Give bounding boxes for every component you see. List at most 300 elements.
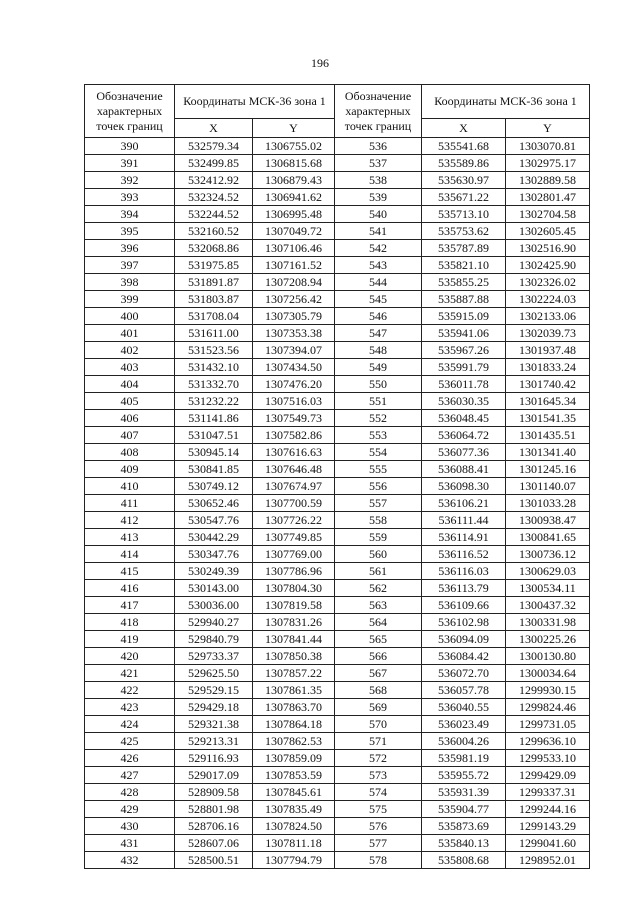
table-row (85, 648, 590, 665)
cell-point-right: 571 (335, 733, 422, 750)
cell-point-left: 420 (85, 648, 175, 665)
cell-point-right: 540 (335, 206, 422, 223)
cell-x-right: 535931.39 (422, 784, 506, 801)
cell-y-left: 1306815.68 (253, 155, 335, 172)
cell-y-left: 1307353.38 (253, 325, 335, 342)
cell-x-left: 531047.51 (175, 427, 253, 444)
cell-y-left: 1307476.20 (253, 376, 335, 393)
cell-x-right: 536040.55 (422, 699, 506, 716)
table-row (85, 189, 590, 206)
cell-y-left: 1307516.03 (253, 393, 335, 410)
cell-point-right: 550 (335, 376, 422, 393)
cell-y-right: 1301140.07 (506, 478, 590, 495)
cell-x-left: 530442.29 (175, 529, 253, 546)
cell-y-left: 1307819.58 (253, 597, 335, 614)
cell-y-right: 1300225.26 (506, 631, 590, 648)
table-row (85, 682, 590, 699)
cell-point-right: 539 (335, 189, 422, 206)
cell-point-left: 430 (85, 818, 175, 835)
cell-point-right: 556 (335, 478, 422, 495)
cell-x-left: 528607.06 (175, 835, 253, 852)
cell-point-right: 566 (335, 648, 422, 665)
table-row (85, 291, 590, 308)
cell-y-left: 1307106.46 (253, 240, 335, 257)
cell-point-right: 562 (335, 580, 422, 597)
cell-x-left: 530347.76 (175, 546, 253, 563)
cell-y-right: 1299533.10 (506, 750, 590, 767)
cell-y-right: 1302704.58 (506, 206, 590, 223)
cell-x-left: 532068.86 (175, 240, 253, 257)
cell-y-right: 1301937.48 (506, 342, 590, 359)
cell-point-right: 543 (335, 257, 422, 274)
cell-x-left: 532324.52 (175, 189, 253, 206)
cell-x-right: 536030.35 (422, 393, 506, 410)
cell-x-right: 536111.44 (422, 512, 506, 529)
cell-x-left: 532412.92 (175, 172, 253, 189)
cell-point-right: 548 (335, 342, 422, 359)
cell-x-right: 536023.49 (422, 716, 506, 733)
cell-y-right: 1300938.47 (506, 512, 590, 529)
table-row (85, 631, 590, 648)
cell-y-right: 1302516.90 (506, 240, 590, 257)
cell-x-left: 529213.31 (175, 733, 253, 750)
cell-point-right: 573 (335, 767, 422, 784)
cell-point-left: 425 (85, 733, 175, 750)
cell-x-right: 535991.79 (422, 359, 506, 376)
cell-point-right: 558 (335, 512, 422, 529)
cell-x-left: 531332.70 (175, 376, 253, 393)
cell-x-left: 530945.14 (175, 444, 253, 461)
cell-y-right: 1302801.47 (506, 189, 590, 206)
cell-x-right: 536114.91 (422, 529, 506, 546)
cell-point-left: 398 (85, 274, 175, 291)
table-row (85, 835, 590, 852)
cell-y-left: 1307863.70 (253, 699, 335, 716)
cell-y-left: 1307841.44 (253, 631, 335, 648)
cell-y-right: 1302224.03 (506, 291, 590, 308)
cell-point-right: 563 (335, 597, 422, 614)
cell-point-right: 561 (335, 563, 422, 580)
cell-x-left: 529017.09 (175, 767, 253, 784)
cell-point-left: 416 (85, 580, 175, 597)
cell-x-left: 528909.58 (175, 784, 253, 801)
cell-y-right: 1302975.17 (506, 155, 590, 172)
cell-y-left: 1307305.79 (253, 308, 335, 325)
cell-y-left: 1307861.35 (253, 682, 335, 699)
table-row (85, 325, 590, 342)
cell-x-left: 532160.52 (175, 223, 253, 240)
cell-x-left: 532499.85 (175, 155, 253, 172)
cell-y-left: 1307862.53 (253, 733, 335, 750)
cell-point-left: 413 (85, 529, 175, 546)
cell-point-left: 390 (85, 138, 175, 155)
cell-point-right: 568 (335, 682, 422, 699)
cell-y-right: 1301435.51 (506, 427, 590, 444)
cell-x-right: 536057.78 (422, 682, 506, 699)
cell-y-right: 1299930.15 (506, 682, 590, 699)
table-row (85, 223, 590, 240)
cell-point-right: 576 (335, 818, 422, 835)
cell-y-left: 1307208.94 (253, 274, 335, 291)
cell-x-right: 536064.72 (422, 427, 506, 444)
cell-point-left: 393 (85, 189, 175, 206)
cell-y-right: 1300629.03 (506, 563, 590, 580)
cell-point-right: 542 (335, 240, 422, 257)
cell-x-left: 529429.18 (175, 699, 253, 716)
cell-y-left: 1307434.50 (253, 359, 335, 376)
table-row (85, 784, 590, 801)
cell-x-left: 530036.00 (175, 597, 253, 614)
table-row (85, 546, 590, 563)
cell-x-right: 535821.10 (422, 257, 506, 274)
cell-point-left: 400 (85, 308, 175, 325)
cell-point-right: 537 (335, 155, 422, 172)
cell-point-right: 553 (335, 427, 422, 444)
table-row (85, 597, 590, 614)
cell-y-left: 1307845.61 (253, 784, 335, 801)
cell-point-right: 557 (335, 495, 422, 512)
cell-point-left: 415 (85, 563, 175, 580)
cell-x-left: 531891.87 (175, 274, 253, 291)
x-header-left: X (175, 119, 253, 138)
cell-point-left: 404 (85, 376, 175, 393)
table-row (85, 393, 590, 410)
cell-y-right: 1302326.02 (506, 274, 590, 291)
cell-point-left: 427 (85, 767, 175, 784)
point-label-header-left: Обозначение характерных точек границ (85, 85, 175, 138)
table-header (85, 85, 590, 138)
cell-x-right: 535915.09 (422, 308, 506, 325)
table-row (85, 257, 590, 274)
cell-x-left: 531141.86 (175, 410, 253, 427)
cell-x-right: 535904.77 (422, 801, 506, 818)
cell-y-right: 1302039.73 (506, 325, 590, 342)
table-row (85, 699, 590, 716)
cell-point-right: 559 (335, 529, 422, 546)
table-row (85, 138, 590, 155)
cell-point-right: 536 (335, 138, 422, 155)
cell-point-left: 414 (85, 546, 175, 563)
table-row (85, 665, 590, 682)
cell-y-right: 1301541.35 (506, 410, 590, 427)
cell-x-right: 535808.68 (422, 852, 506, 869)
cell-y-left: 1306941.62 (253, 189, 335, 206)
cell-point-left: 406 (85, 410, 175, 427)
cell-point-right: 555 (335, 461, 422, 478)
table-row (85, 359, 590, 376)
cell-x-right: 535787.89 (422, 240, 506, 257)
cell-x-right: 536113.79 (422, 580, 506, 597)
cell-x-right: 536048.45 (422, 410, 506, 427)
cell-x-left: 531975.85 (175, 257, 253, 274)
cell-x-left: 530547.76 (175, 512, 253, 529)
cell-x-left: 530749.12 (175, 478, 253, 495)
cell-x-right: 536106.21 (422, 495, 506, 512)
cell-x-right: 535873.69 (422, 818, 506, 835)
cell-point-left: 395 (85, 223, 175, 240)
table-row (85, 461, 590, 478)
cell-point-left: 429 (85, 801, 175, 818)
table-row (85, 733, 590, 750)
cell-point-right: 545 (335, 291, 422, 308)
table-row (85, 342, 590, 359)
cell-y-right: 1299636.10 (506, 733, 590, 750)
cell-y-right: 1298952.01 (506, 852, 590, 869)
cell-point-left: 428 (85, 784, 175, 801)
cell-x-left: 529529.15 (175, 682, 253, 699)
table-row (85, 410, 590, 427)
cell-y-right: 1300841.65 (506, 529, 590, 546)
cell-point-left: 403 (85, 359, 175, 376)
cell-x-left: 531432.10 (175, 359, 253, 376)
cell-point-right: 541 (335, 223, 422, 240)
cell-y-right: 1300034.64 (506, 665, 590, 682)
cell-point-right: 549 (335, 359, 422, 376)
cell-x-left: 531523.56 (175, 342, 253, 359)
cell-point-left: 423 (85, 699, 175, 716)
cell-y-left: 1307853.59 (253, 767, 335, 784)
table-row (85, 495, 590, 512)
cell-x-right: 536011.78 (422, 376, 506, 393)
cell-y-left: 1307674.97 (253, 478, 335, 495)
cell-point-right: 544 (335, 274, 422, 291)
table-row (85, 801, 590, 818)
cell-point-right: 547 (335, 325, 422, 342)
cell-y-right: 1299143.29 (506, 818, 590, 835)
cell-y-right: 1302605.45 (506, 223, 590, 240)
cell-x-left: 531803.87 (175, 291, 253, 308)
cell-point-left: 402 (85, 342, 175, 359)
cell-y-right: 1299337.31 (506, 784, 590, 801)
cell-point-right: 569 (335, 699, 422, 716)
x-header-right: X (422, 119, 506, 138)
table-row (85, 444, 590, 461)
cell-x-left: 529116.93 (175, 750, 253, 767)
cell-y-left: 1307049.72 (253, 223, 335, 240)
cell-x-right: 536116.52 (422, 546, 506, 563)
cell-y-right: 1300437.32 (506, 597, 590, 614)
cell-y-right: 1301033.28 (506, 495, 590, 512)
cell-x-right: 535541.68 (422, 138, 506, 155)
cell-point-left: 419 (85, 631, 175, 648)
table-row (85, 172, 590, 189)
cell-x-left: 530652.46 (175, 495, 253, 512)
cell-point-left: 399 (85, 291, 175, 308)
cell-y-right: 1301245.16 (506, 461, 590, 478)
cell-y-left: 1307804.30 (253, 580, 335, 597)
cell-x-right: 535941.06 (422, 325, 506, 342)
cell-x-right: 536088.41 (422, 461, 506, 478)
cell-x-right: 536084.42 (422, 648, 506, 665)
cell-y-left: 1307824.50 (253, 818, 335, 835)
cell-point-left: 424 (85, 716, 175, 733)
cell-y-right: 1302133.06 (506, 308, 590, 325)
cell-x-right: 536116.03 (422, 563, 506, 580)
cell-y-right: 1300736.12 (506, 546, 590, 563)
cell-x-right: 536102.98 (422, 614, 506, 631)
cell-x-left: 528500.51 (175, 852, 253, 869)
cell-x-right: 535671.22 (422, 189, 506, 206)
cell-y-left: 1307864.18 (253, 716, 335, 733)
cell-y-right: 1299731.05 (506, 716, 590, 733)
cell-point-right: 564 (335, 614, 422, 631)
y-header-left: Y (253, 119, 335, 138)
cell-point-left: 392 (85, 172, 175, 189)
cell-point-left: 405 (85, 393, 175, 410)
cell-x-right: 535753.62 (422, 223, 506, 240)
cell-point-right: 575 (335, 801, 422, 818)
cell-y-right: 1301645.34 (506, 393, 590, 410)
cell-x-right: 536004.26 (422, 733, 506, 750)
cell-y-left: 1306995.48 (253, 206, 335, 223)
cell-y-left: 1307769.00 (253, 546, 335, 563)
cell-point-left: 431 (85, 835, 175, 852)
cell-x-left: 530143.00 (175, 580, 253, 597)
table-row (85, 614, 590, 631)
cell-y-right: 1299429.09 (506, 767, 590, 784)
cell-x-right: 535887.88 (422, 291, 506, 308)
cell-y-left: 1307857.22 (253, 665, 335, 682)
cell-point-left: 401 (85, 325, 175, 342)
table-row (85, 818, 590, 835)
cell-point-right: 565 (335, 631, 422, 648)
table-row (85, 512, 590, 529)
cell-point-left: 410 (85, 478, 175, 495)
cell-point-right: 546 (335, 308, 422, 325)
cell-y-left: 1307835.49 (253, 801, 335, 818)
cell-y-left: 1307859.09 (253, 750, 335, 767)
cell-y-right: 1299041.60 (506, 835, 590, 852)
cell-point-left: 409 (85, 461, 175, 478)
cell-y-left: 1306755.02 (253, 138, 335, 155)
table-row (85, 580, 590, 597)
table-row (85, 308, 590, 325)
cell-y-left: 1307582.86 (253, 427, 335, 444)
point-label-header-right: Обозначение характерных точек границ (335, 85, 422, 138)
cell-y-right: 1301740.42 (506, 376, 590, 393)
cell-y-left: 1307161.52 (253, 257, 335, 274)
cell-point-left: 407 (85, 427, 175, 444)
cell-point-left: 432 (85, 852, 175, 869)
table-row (85, 767, 590, 784)
coords-label-header-right: Координаты МСК-36 зона 1 (422, 85, 590, 119)
cell-point-right: 577 (335, 835, 422, 852)
cell-y-left: 1307549.73 (253, 410, 335, 427)
cell-point-right: 578 (335, 852, 422, 869)
cell-x-left: 529840.79 (175, 631, 253, 648)
cell-point-left: 426 (85, 750, 175, 767)
cell-x-left: 529625.50 (175, 665, 253, 682)
table-row (85, 750, 590, 767)
cell-y-left: 1307831.26 (253, 614, 335, 631)
cell-point-left: 397 (85, 257, 175, 274)
cell-x-left: 532579.34 (175, 138, 253, 155)
cell-y-right: 1301341.40 (506, 444, 590, 461)
cell-point-right: 538 (335, 172, 422, 189)
cell-x-left: 529940.27 (175, 614, 253, 631)
cell-x-right: 535589.86 (422, 155, 506, 172)
cell-point-left: 394 (85, 206, 175, 223)
cell-x-right: 535840.13 (422, 835, 506, 852)
cell-x-left: 531708.04 (175, 308, 253, 325)
cell-point-left: 417 (85, 597, 175, 614)
table-row (85, 427, 590, 444)
cell-x-right: 536072.70 (422, 665, 506, 682)
cell-x-left: 531611.00 (175, 325, 253, 342)
cell-x-left: 528706.16 (175, 818, 253, 835)
cell-point-right: 551 (335, 393, 422, 410)
cell-x-right: 536109.66 (422, 597, 506, 614)
table-row (85, 852, 590, 869)
cell-x-right: 536077.36 (422, 444, 506, 461)
cell-x-left: 531232.22 (175, 393, 253, 410)
cell-y-left: 1307794.79 (253, 852, 335, 869)
cell-y-left: 1307786.96 (253, 563, 335, 580)
cell-point-left: 411 (85, 495, 175, 512)
cell-x-right: 536094.09 (422, 631, 506, 648)
table-row (85, 206, 590, 223)
cell-y-left: 1307616.63 (253, 444, 335, 461)
cell-x-right: 535713.10 (422, 206, 506, 223)
table-row (85, 563, 590, 580)
cell-x-right: 536098.30 (422, 478, 506, 495)
cell-x-left: 528801.98 (175, 801, 253, 818)
cell-y-right: 1300534.11 (506, 580, 590, 597)
coords-label-header-left: Координаты МСК-36 зона 1 (175, 85, 335, 119)
cell-y-left: 1307256.42 (253, 291, 335, 308)
cell-y-left: 1306879.43 (253, 172, 335, 189)
cell-y-left: 1307749.85 (253, 529, 335, 546)
cell-point-left: 408 (85, 444, 175, 461)
cell-y-right: 1299244.16 (506, 801, 590, 818)
cell-x-right: 535855.25 (422, 274, 506, 291)
cell-point-right: 560 (335, 546, 422, 563)
cell-y-right: 1300331.98 (506, 614, 590, 631)
cell-x-left: 530249.39 (175, 563, 253, 580)
y-header-right: Y (506, 119, 590, 138)
cell-point-left: 396 (85, 240, 175, 257)
table-row (85, 376, 590, 393)
table-row (85, 155, 590, 172)
table-row (85, 240, 590, 257)
cell-point-right: 572 (335, 750, 422, 767)
cell-point-left: 391 (85, 155, 175, 172)
cell-y-left: 1307811.18 (253, 835, 335, 852)
cell-y-left: 1307394.07 (253, 342, 335, 359)
cell-point-right: 554 (335, 444, 422, 461)
cell-point-right: 570 (335, 716, 422, 733)
cell-y-right: 1302889.58 (506, 172, 590, 189)
cell-x-right: 535967.26 (422, 342, 506, 359)
table-row (85, 478, 590, 495)
coordinates-table (84, 84, 590, 869)
cell-y-right: 1299824.46 (506, 699, 590, 716)
cell-x-right: 535630.97 (422, 172, 506, 189)
cell-y-right: 1303070.81 (506, 138, 590, 155)
table-row (85, 529, 590, 546)
cell-x-left: 529321.38 (175, 716, 253, 733)
cell-x-left: 530841.85 (175, 461, 253, 478)
cell-point-right: 567 (335, 665, 422, 682)
page-number: 196 (311, 56, 329, 70)
cell-y-left: 1307700.59 (253, 495, 335, 512)
cell-y-right: 1301833.24 (506, 359, 590, 376)
cell-point-right: 574 (335, 784, 422, 801)
cell-point-left: 422 (85, 682, 175, 699)
cell-y-right: 1302425.90 (506, 257, 590, 274)
table-row (85, 274, 590, 291)
table-body (85, 138, 590, 869)
